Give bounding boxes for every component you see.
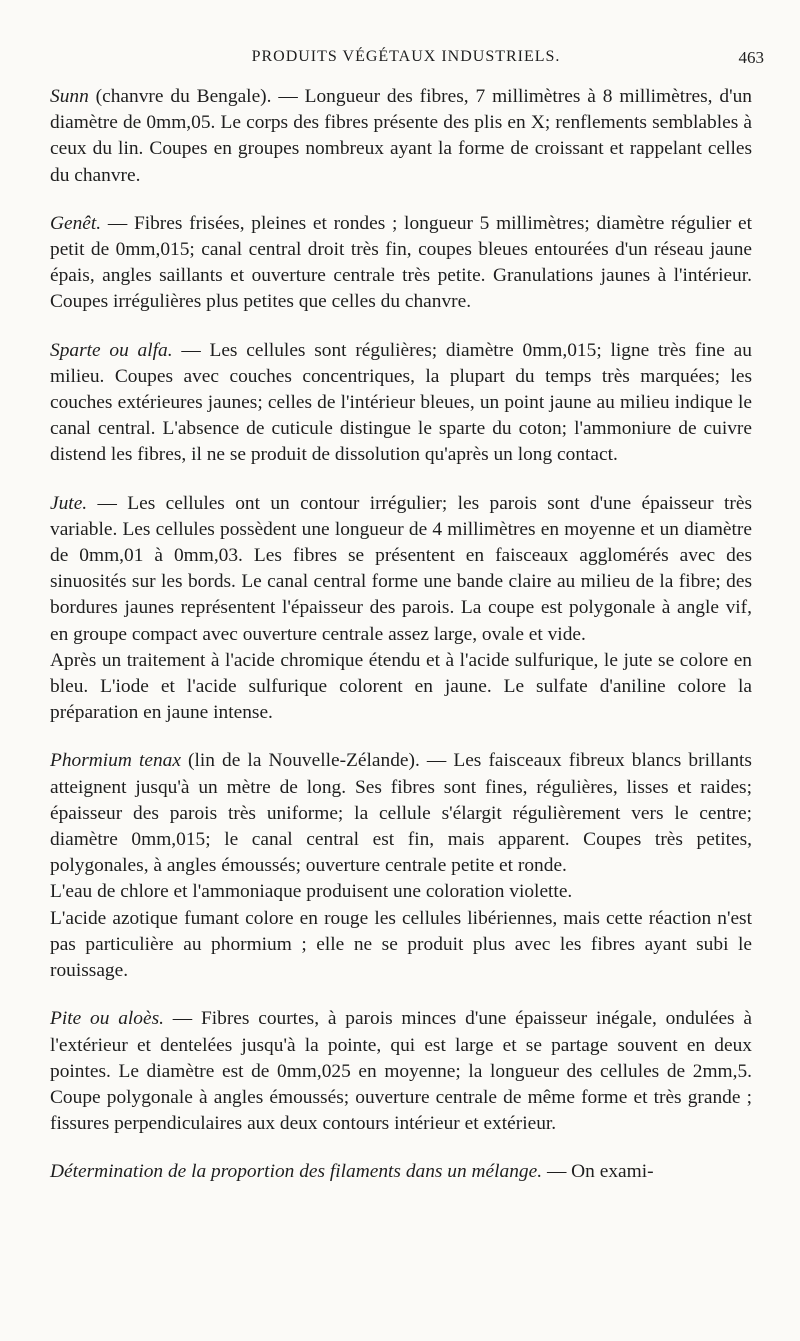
body-text [50,84,752,1186]
entry-jute-continuation: Après un traitement à l'acide chromique étendu et à l'acide sulfurique, le jute se colore en bleu. L'iode et l'acide sulfurique colorent en jaune. Le sulfate d'aniline colore la préparation en jaune intense. [50,649,752,724]
entry-term: Genêt. [50,212,102,234]
entry-jute [50,491,752,648]
entry-phormium-continuation-2: L'acide azotique fumant colore en rouge les cellules libériennes, mais cette réaction n'est pas particulière au phormium ; elle ne se produit plus avec les fibres ayant subi le rouissage. [50,907,752,982]
page-header [48,48,764,72]
entry-determination [50,1159,752,1185]
running-title: PRODUITS VÉGÉTAUX INDUSTRIELS. [251,48,561,65]
entry-text: — On exami- [542,1161,654,1183]
entry-text: — Fibres courtes, à parois minces d'une épaisseur inégale, ondulées à l'extérieur et dentelées jusqu'à la pointe, qui est large et se partage souvent en deux pointes. Le diamètre est de 0mm,025 en moyenne; la longueur des cellules de 2mm,5. Coupe polygonale à angles émoussés; ouverture centrale de même forme et très grande ; fissures perpendiculaires aux deux contours intérieur et extérieur. [50,1008,753,1135]
entry-term: Pite ou aloès. [50,1008,164,1030]
entry-term: Détermination de la proportion des filaments dans un mélange. [50,1161,543,1183]
entry-phormium [50,748,752,879]
entry-term: Jute. [50,492,88,514]
entry-text: (chanvre du Bengale). — Longueur des fibres, 7 millimètres à 8 millimètres, d'un diamètre de 0mm,05. Le corps des fibres présente des plis en X; renflements semblables à ceux du lin. Coupes en groupes nombreux ayant la forme de croissant et rappelant celles du chanvre. [50,86,752,186]
entry-text: — Fibres frisées, pleines et rondes ; longueur 5 millimètres; diamètre régulier et petit de 0mm,015; canal central droit très fin, coupes bleues entourées d'un réseau jaune épais, angles saillants et ouverture centrale très petite. Granulations jaunes à l'intérieur. Coupes irrégulières plus petites que celles du chanvre. [50,212,752,313]
entry-sunn [50,84,752,189]
entry-genet [50,211,752,316]
entry-term: Phormium tenax [50,750,181,772]
entry-text: (lin de la Nouvelle-Zélande). — Les faisceaux fibreux blancs brillants atteignent jusqu'à un mètre de long. Ses fibres sont fines, régulières, lisses et raides; épaisseur des parois très uniforme; la cellule s'élargit régulièrement vers le centre; diamètre 0mm,015; le canal central est fin, mais apparent. Coupes très petites, polygonales, à angles émoussés; ouverture centrale petite et ronde. [50,750,752,877]
entry-text: — Les cellules ont un contour irrégulier; les parois sont d'une épaisseur très variable. Les cellules possèdent une longueur de 4 millimètres en moyenne et un diamètre de 0mm,01 à 0mm,03. Les fibres se présentent en faisceaux agglomérés avec des sinuosités sur les bords. Le canal central forme une bande claire au milieu de la fibre; des bordures jaunes représentent l'épaisseur des parois. La coupe est polygonale à angle vif, en groupe compact avec ouverture centrale assez large, ovale et vide. [50,492,752,645]
entry-pite [50,1006,752,1137]
entry-term: Sparte ou alfa. [50,339,173,361]
entry-text: — Les cellules sont régulières; diamètre 0mm,015; ligne très fine au milieu. Coupes avec couches concentriques, la plupart du temps très marquées; les couches extérieures jaunes; celles de l'intérieur bleues, un point jaune au milieu indique le canal central. L'absence de cuticule distingue le sparte du coton; l'ammoniure de cuivre distend les fibres, il ne se produit de dissolution qu'après un long contact. [50,339,752,466]
page-number: 463 [738,48,764,67]
entry-term: Sunn [50,86,89,107]
entry-sparte [50,338,752,469]
entry-phormium-continuation-1: L'eau de chlore et l'ammoniaque produisent une coloration violette. [50,881,573,903]
